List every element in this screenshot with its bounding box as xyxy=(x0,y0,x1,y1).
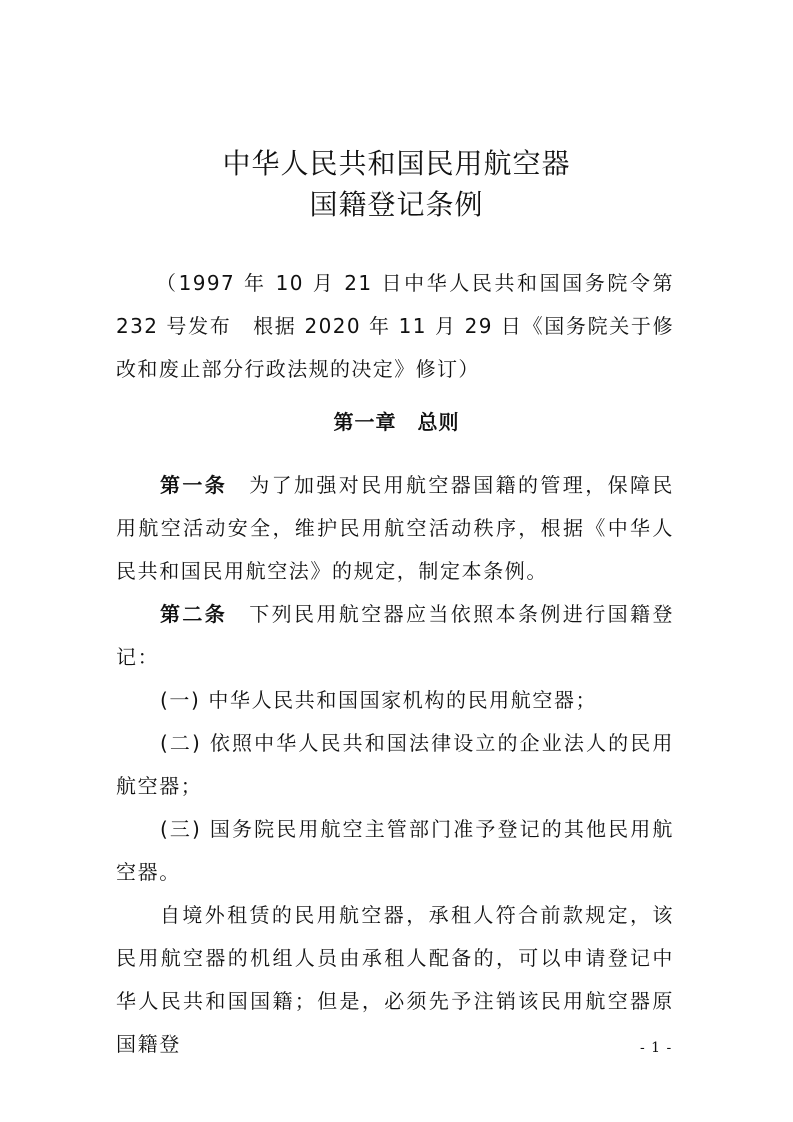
article-2-item-3: (三) 国务院民用航空主管部门准予登记的其他民用航空器。 xyxy=(116,817,674,884)
article-1 xyxy=(116,464,674,593)
article-2 xyxy=(116,593,674,679)
document-title-line-2: 国籍登记条例 xyxy=(309,188,484,221)
article-2-text: 下列民用航空器应当依照本条例进行国籍登记： xyxy=(116,602,674,669)
promulgation-note: （1997 年 10 月 21 日中华人民共和国国务院令第 232 号发布 根据 2020 年 11 月 29 日《国务院关于修改和废止部分行政法规的决定》修订） xyxy=(116,271,674,381)
chapter-content xyxy=(116,464,674,1066)
article-2-closing-paragraph: 自境外租赁的民用航空器，承租人符合前款规定，该民用航空器的机组人员由承租人配备的，可以申请登记中华人民共和国国籍；但是，必须先予注销该民用航空器原国籍登 xyxy=(116,903,674,1056)
article-2-item-1: (一) 中华人民共和国国家机构的民用航空器； xyxy=(160,688,598,712)
article-2-number: 第二条 xyxy=(160,602,228,626)
page-number: - 1 - xyxy=(640,1040,673,1056)
document-title-line-1: 中华人民共和国民用航空器 xyxy=(222,147,571,180)
article-1-text: 为了加强对民用航空器国籍的管理，保障民用航空活动安全，维护民用航空活动秩序，根据《中华人民共和国民用航空法》的规定，制定本条例。 xyxy=(116,473,674,583)
article-1-number: 第一条 xyxy=(160,473,228,497)
chapter-heading: 第一章 总则 xyxy=(333,410,460,434)
article-2-item-2: (二) 依照中华人民共和国法律设立的企业法人的民用航空器； xyxy=(116,731,674,798)
